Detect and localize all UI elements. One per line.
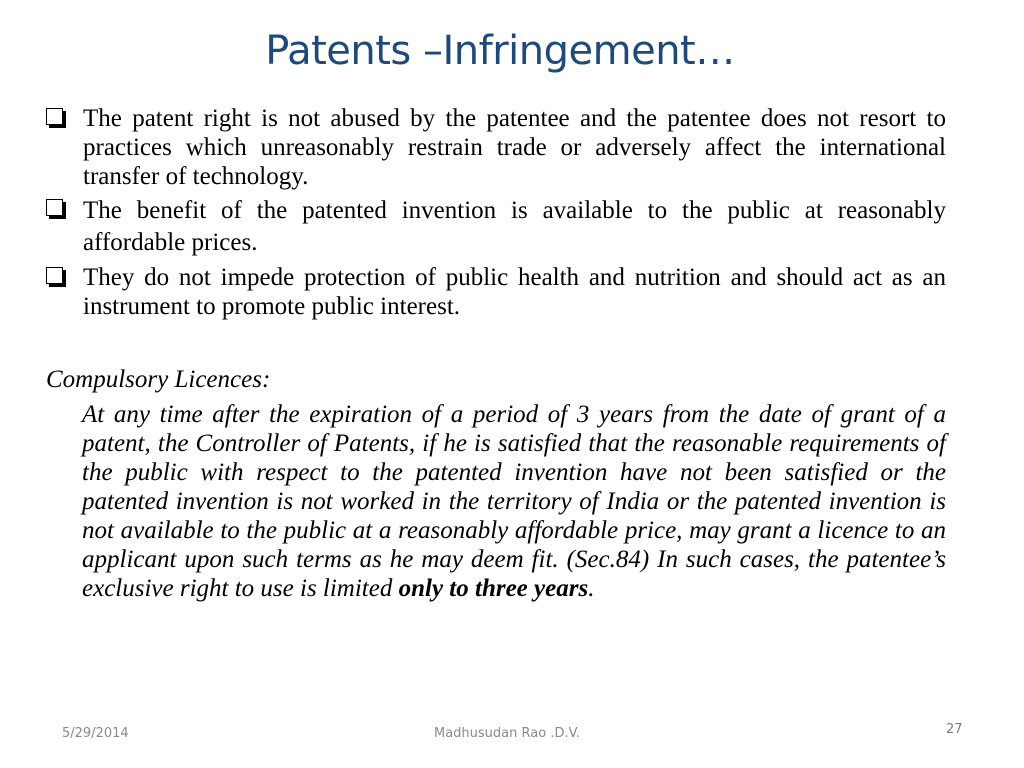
slide-title: Patents –Infringement… bbox=[265, 28, 735, 74]
checkbox-bullet-icon bbox=[46, 267, 63, 284]
bullet-item bbox=[46, 263, 946, 321]
bullet-text: The patent right is not abused by the patentee and the patentee does not resort to practices which unreasonably restrain trade or adversely affect the international transfer of technology. bbox=[83, 105, 946, 190]
paragraph-emphasis: only to three years bbox=[398, 575, 589, 602]
bullet-item bbox=[46, 104, 946, 191]
paragraph-end: . bbox=[588, 575, 595, 602]
bullet-list bbox=[46, 104, 946, 321]
bullet-item bbox=[46, 195, 946, 259]
checkbox-bullet-icon bbox=[46, 199, 63, 216]
bullet-text: The benefit of the patented invention is available to the public at reasonably affordable prices. bbox=[83, 197, 946, 256]
footer-date: 5/29/2014 bbox=[62, 726, 129, 741]
bullet-text: They do not impede protection of public health and nutrition and should act as an instrument to promote public interest. bbox=[83, 264, 946, 320]
checkbox-bullet-icon bbox=[46, 108, 63, 125]
section-heading: Compulsory Licences: bbox=[46, 366, 271, 393]
slide-number: 27 bbox=[946, 722, 963, 737]
footer-author: Madhusudan Rao .D.V. bbox=[434, 726, 580, 741]
paragraph-text: At any time after the expiration of a period of 3 years from the date of grant of a patent, the Controller of Patents, if he is satisfied that the reasonable requirements of the public with respect to the patented invention have not been satisfied or the patented invention is not worked in the territory of India or the patented invention is not available to the public at a reasonably affordable price, may grant a licence to an applicant upon such terms as he may deem fit. (Sec.84) In such cases, the patentee’s exclusive right to use is limited bbox=[82, 401, 946, 602]
section-paragraph bbox=[82, 400, 946, 603]
